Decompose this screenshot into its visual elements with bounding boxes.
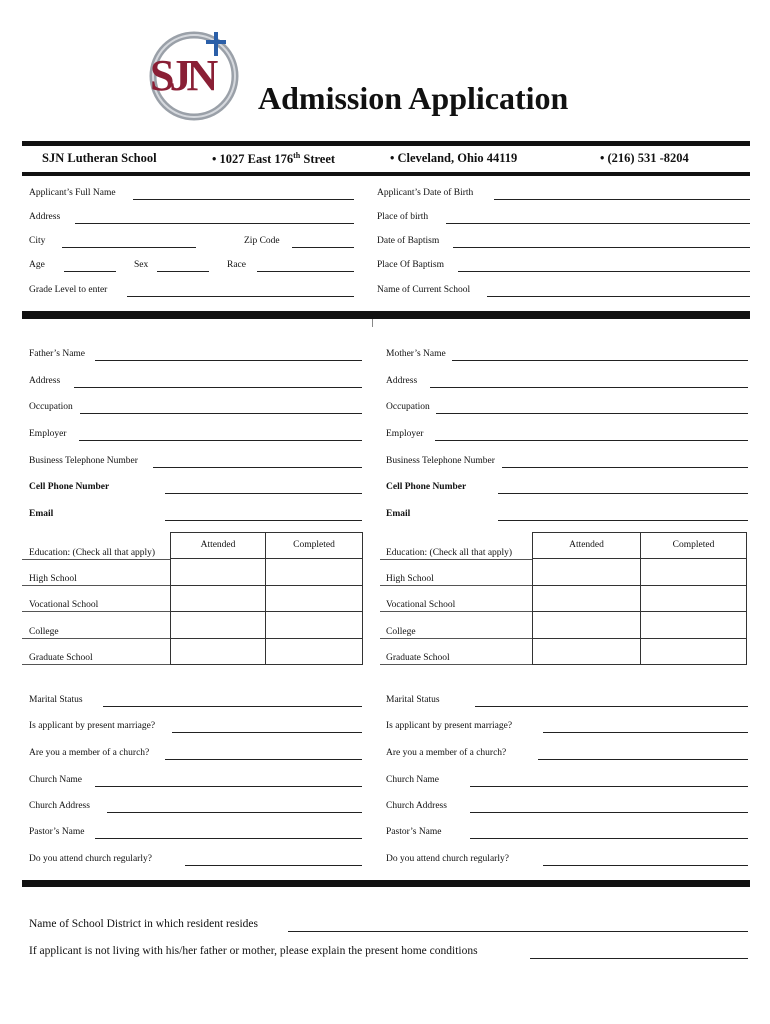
school-city: • Cleveland, Ohio 44119	[390, 151, 518, 165]
current-school-label: Name of Current School	[377, 285, 471, 295]
mother-cell-label: Cell Phone Number	[386, 482, 467, 492]
applicant-grade-field[interactable]	[127, 296, 354, 297]
street-prefix: • 1027 East 176	[212, 152, 294, 167]
edu-rule-right-2	[380, 638, 532, 639]
logo-text: SJN	[150, 51, 214, 100]
edu-row-label-right-2: College	[386, 627, 416, 637]
edu-rule-right-1	[380, 611, 532, 612]
place-baptism-label: Place Of Baptism	[377, 260, 445, 270]
pastor-field-left[interactable]	[95, 838, 362, 839]
father-employer-label: Employer	[29, 429, 67, 439]
attend-field-left[interactable]	[185, 865, 362, 866]
edu-row-label-left-2: College	[29, 627, 59, 637]
applicant-name-label: Applicant’s Full Name	[29, 188, 116, 198]
church-address-field-right[interactable]	[470, 812, 748, 813]
living-label: If applicant is not living with his/her father or mother, please explain the present home conditions	[29, 945, 478, 957]
district-label: Name of School District in which resident resides	[29, 918, 258, 930]
marital-label-left: Marital Status	[29, 695, 83, 705]
edu-attended-left-2[interactable]	[170, 611, 266, 639]
edu-rule-right-0	[380, 585, 532, 586]
mother-occupation-field[interactable]	[436, 413, 748, 414]
edu-row-label-left-3: Graduate School	[29, 653, 93, 663]
father-cell-label: Cell Phone Number	[29, 482, 110, 492]
header-bar-top	[22, 141, 750, 146]
place-baptism-field[interactable]	[458, 271, 750, 272]
school-name: SJN Lutheran School	[42, 151, 157, 165]
school-logo	[148, 30, 240, 122]
street-sup: th	[293, 151, 301, 160]
marital-label-right: Marital Status	[386, 695, 440, 705]
living-field[interactable]	[530, 958, 748, 959]
edu-attended-left-1[interactable]	[170, 585, 266, 612]
edu-attended-left-0[interactable]	[170, 558, 266, 586]
member-label-left: Are you a member of a church?	[29, 748, 150, 758]
applicant-zip-field[interactable]	[292, 247, 354, 248]
applicant-city-label: City	[29, 236, 46, 246]
attended-header-right-text: Attended	[569, 540, 604, 550]
education-label-left: Education: (Check all that apply)	[29, 548, 156, 558]
applicant-race-label: Race	[227, 260, 246, 270]
edu-row-label-right-3: Graduate School	[386, 653, 450, 663]
edu-row-label-right-1: Vocational School	[386, 600, 456, 610]
applicant-name-field[interactable]	[133, 199, 354, 200]
applicant-sex-field[interactable]	[157, 271, 209, 272]
attend-label-left: Do you attend church regularly?	[29, 854, 152, 864]
applicant-address-label: Address	[29, 212, 61, 222]
school-phone: • (216) 531 -8204	[600, 151, 689, 165]
present-marriage-label-left: Is applicant by present marriage?	[29, 721, 156, 731]
father-business-phone-field[interactable]	[153, 467, 362, 468]
attended-header-left	[170, 532, 266, 559]
mother-occupation-label: Occupation	[386, 402, 430, 412]
edu-completed-right-2[interactable]	[640, 611, 747, 639]
edu-attended-right-2[interactable]	[532, 611, 641, 639]
present-marriage-label-right: Is applicant by present marriage?	[386, 721, 513, 731]
marital-field-left[interactable]	[103, 706, 362, 707]
pastor-label-right: Pastor’s Name	[386, 827, 442, 837]
date-baptism-label: Date of Baptism	[377, 236, 440, 246]
mother-name-label: Mother’s Name	[386, 349, 446, 359]
completed-header-left-text: Completed	[293, 540, 335, 550]
completed-header-left	[265, 532, 363, 559]
present-marriage-field-right[interactable]	[543, 732, 748, 733]
applicant-grade-label: Grade Level to enter	[29, 285, 108, 295]
mother-address-field[interactable]	[430, 387, 748, 388]
edu-completed-right-0[interactable]	[640, 558, 747, 586]
applicant-address-field[interactable]	[75, 223, 354, 224]
education-rule-left	[22, 559, 170, 560]
attended-header-right	[532, 532, 641, 559]
mother-email-label: Email	[386, 509, 411, 519]
applicant-age-field[interactable]	[64, 271, 116, 272]
church-name-field-right[interactable]	[470, 786, 748, 787]
edu-rule-left-2	[22, 638, 170, 639]
pastor-label-left: Pastor’s Name	[29, 827, 85, 837]
edu-completed-left-0[interactable]	[265, 558, 363, 586]
mother-address-label: Address	[386, 376, 418, 386]
church-name-field-left[interactable]	[95, 786, 362, 787]
church-address-label-right: Church Address	[386, 801, 447, 811]
father-name-field[interactable]	[95, 360, 362, 361]
edu-completed-left-1[interactable]	[265, 585, 363, 612]
header-bar-bottom	[22, 172, 750, 176]
edu-rule-right-3	[380, 664, 532, 665]
edu-attended-right-3[interactable]	[532, 638, 641, 665]
member-field-left[interactable]	[165, 759, 362, 760]
edu-attended-left-3[interactable]	[170, 638, 266, 665]
applicant-age-label: Age	[29, 260, 45, 270]
father-address-label: Address	[29, 376, 61, 386]
father-occupation-field[interactable]	[80, 413, 362, 414]
edu-attended-right-0[interactable]	[532, 558, 641, 586]
pastor-field-right[interactable]	[470, 838, 748, 839]
member-field-right[interactable]	[538, 759, 748, 760]
edu-completed-left-2[interactable]	[265, 611, 363, 639]
applicant-city-field[interactable]	[62, 247, 196, 248]
edu-rule-left-0	[22, 585, 170, 586]
school-street	[212, 151, 335, 167]
column-divider	[372, 319, 373, 327]
father-employer-field[interactable]	[79, 440, 362, 441]
mother-business-phone-label: Business Telephone Number	[386, 456, 495, 466]
edu-row-label-left-1: Vocational School	[29, 600, 99, 610]
edu-row-label-left-0: High School	[29, 574, 77, 584]
edu-rule-left-3	[22, 664, 170, 665]
mother-email-field[interactable]	[498, 520, 748, 521]
edu-completed-left-3[interactable]	[265, 638, 363, 665]
applicant-sex-label: Sex	[134, 260, 149, 270]
street-suffix: Street	[300, 152, 336, 167]
member-label-right: Are you a member of a church?	[386, 748, 507, 758]
attend-label-right: Do you attend church regularly?	[386, 854, 509, 864]
attend-field-right[interactable]	[543, 865, 748, 866]
mother-name-field[interactable]	[452, 360, 748, 361]
page-title: Admission Application	[258, 80, 569, 116]
father-name-label: Father’s Name	[29, 349, 86, 359]
section-divider-2	[22, 880, 750, 887]
edu-completed-right-3[interactable]	[640, 638, 747, 665]
date-baptism-field[interactable]	[453, 247, 750, 248]
father-cell-field[interactable]	[165, 493, 362, 494]
church-name-label-left: Church Name	[29, 775, 83, 785]
church-address-label-left: Church Address	[29, 801, 90, 811]
mother-business-phone-field[interactable]	[502, 467, 748, 468]
education-label-right: Education: (Check all that apply)	[386, 548, 513, 558]
current-school-field[interactable]	[487, 296, 750, 297]
father-email-label: Email	[29, 509, 54, 519]
edu-completed-right-1[interactable]	[640, 585, 747, 612]
education-rule-right	[380, 559, 532, 560]
mother-employer-label: Employer	[386, 429, 424, 439]
applicant-race-field[interactable]	[257, 271, 354, 272]
applicant-dob-label: Applicant’s Date of Birth	[377, 188, 474, 198]
section-divider-1	[22, 311, 750, 319]
applicant-dob-field[interactable]	[494, 199, 750, 200]
applicant-zip-label: Zip Code	[244, 236, 280, 246]
father-email-field[interactable]	[165, 520, 362, 521]
place-birth-label: Place of birth	[377, 212, 429, 222]
district-field[interactable]	[288, 931, 748, 932]
completed-header-right	[640, 532, 747, 559]
marital-field-right[interactable]	[475, 706, 748, 707]
present-marriage-field-left[interactable]	[172, 732, 362, 733]
father-address-field[interactable]	[74, 387, 362, 388]
father-occupation-label: Occupation	[29, 402, 73, 412]
completed-header-right-text: Completed	[672, 540, 715, 550]
edu-rule-left-1	[22, 611, 170, 612]
church-name-label-right: Church Name	[386, 775, 440, 785]
mother-cell-field[interactable]	[498, 493, 748, 494]
edu-attended-right-1[interactable]	[532, 585, 641, 612]
mother-employer-field[interactable]	[435, 440, 748, 441]
edu-row-label-right-0: High School	[386, 574, 434, 584]
church-address-field-left[interactable]	[107, 812, 362, 813]
father-business-phone-label: Business Telephone Number	[29, 456, 138, 466]
attended-header-left-text: Attended	[200, 540, 236, 550]
place-birth-field[interactable]	[446, 223, 750, 224]
